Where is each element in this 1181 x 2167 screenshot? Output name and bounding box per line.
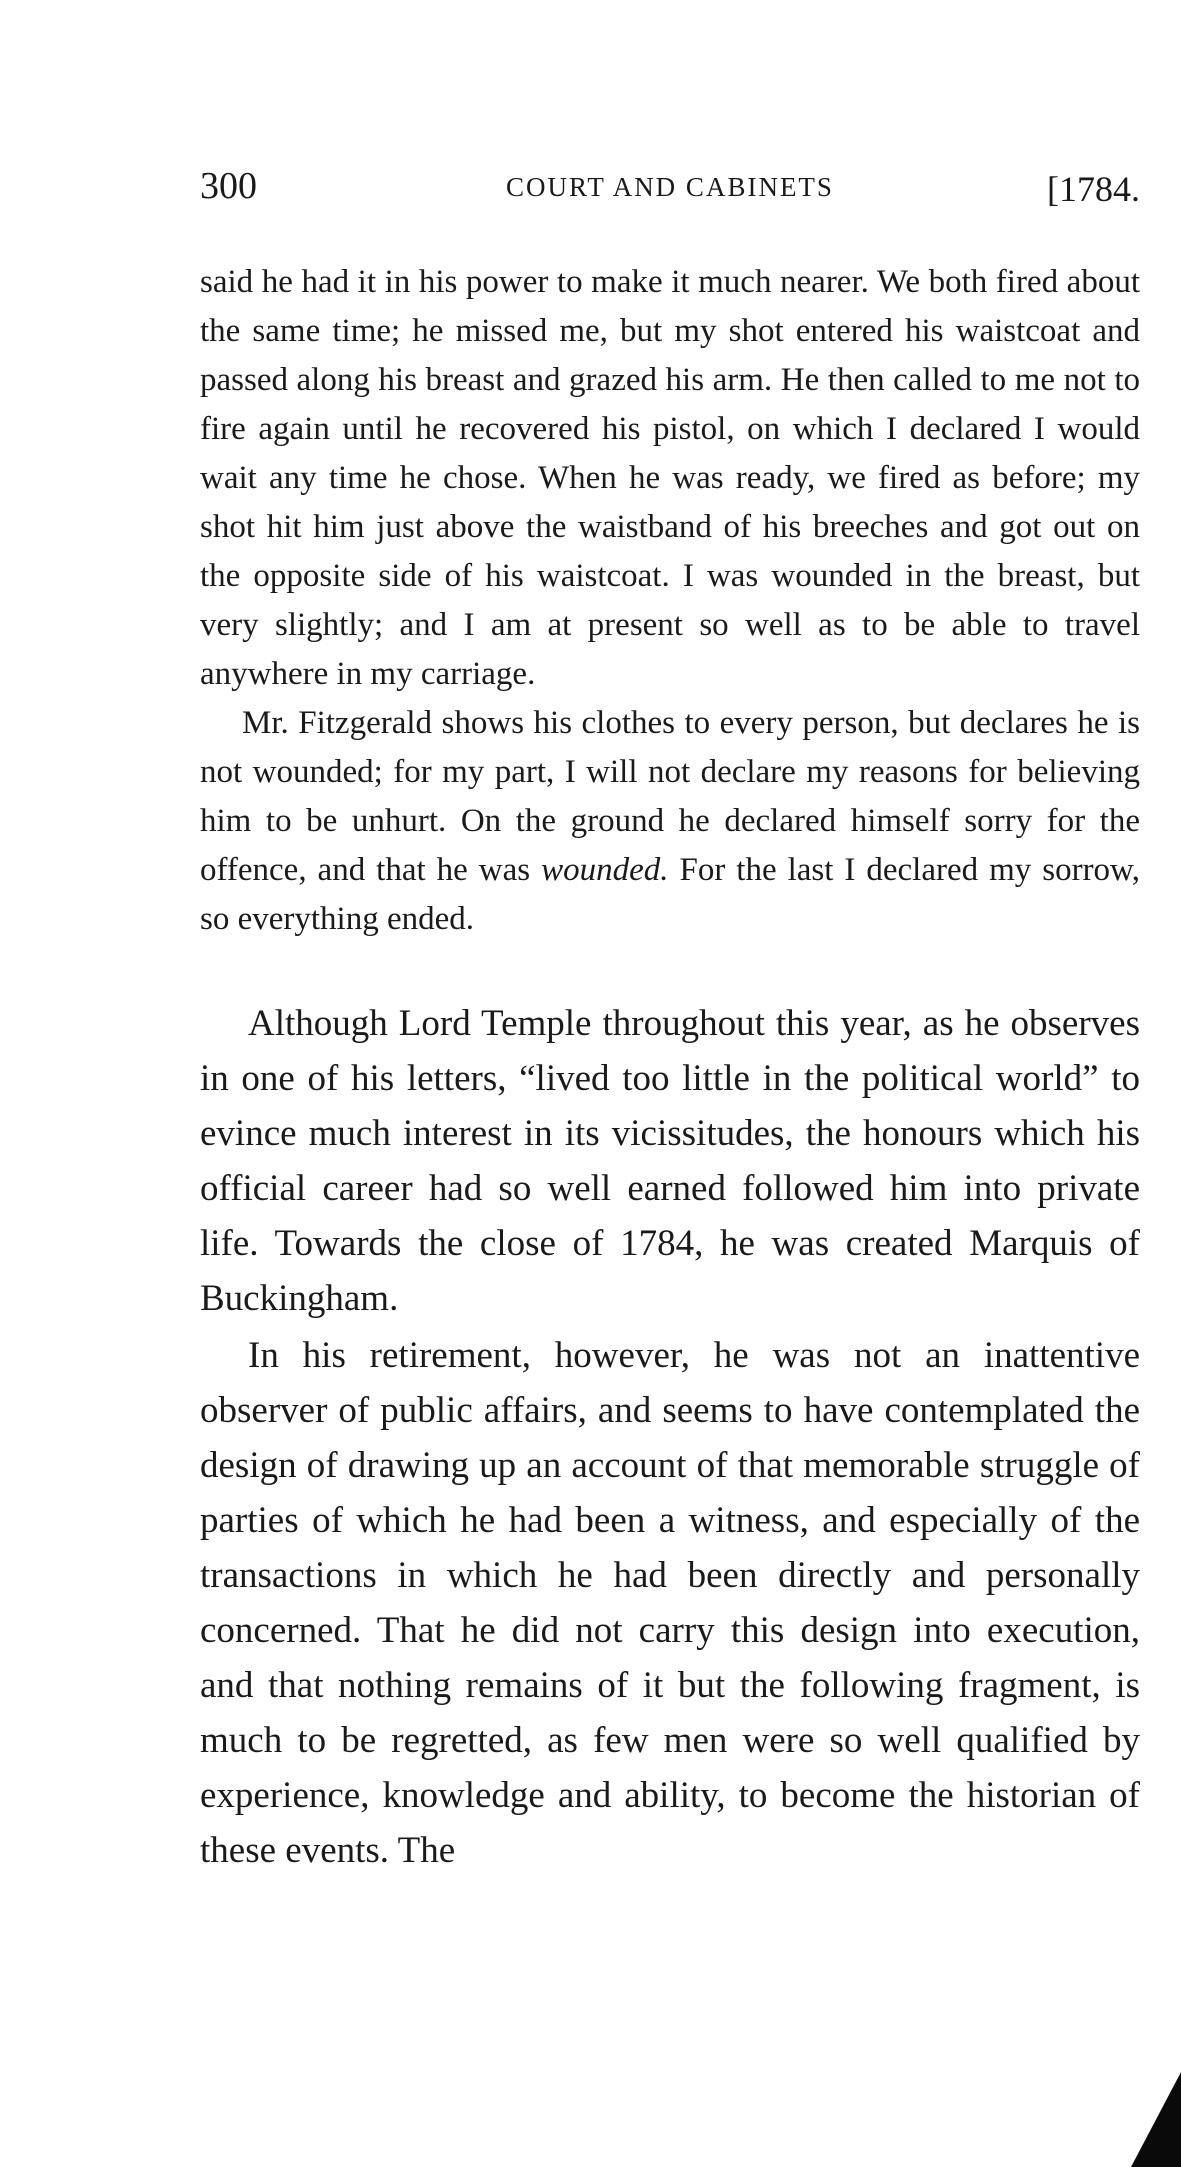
page-corner-shadow	[1131, 2072, 1181, 2167]
quoted-letter	[200, 258, 1140, 944]
narrative-text	[200, 996, 1140, 1878]
page-number: 300	[200, 165, 257, 207]
running-title: COURT AND CABINETS	[506, 172, 834, 202]
narrative-paragraph-2: In his retirement, however, he was not an inattentive observer of public affairs, and seems to have contemplated the design of drawing up an account of that memorable struggle of parties of which he had been a witness, and especially of the transactions in which he had been directly and personally concerned. That he did not carry this design into execution, and that nothing remains of it but the following fragment, is much to be regretted, as few men were so well qualified by experience, knowledge and ability, to become the historian of these events. The	[200, 1335, 1140, 1871]
letter-paragraph-2-text: Mr. Fitzgerald shows his clothes to every person, but declares he is not wounded; for my part, I will not declare my reasons for believing him to be unhurt. On the ground he declared himself sorry for the offence, and that he was	[200, 705, 1140, 888]
letter-paragraph-2-end: For the last I declared my sorrow, so everything ended.	[200, 852, 1141, 937]
narrative-paragraph-1: Although Lord Temple throughout this year, as he observes in one of his letters, “lived too little in the political world” to evince much interest in its vicissitudes, the honours which his official career had so well earned followed him into private life. Towards the close of 1784, he was created Marquis of Buckingham.	[200, 1003, 1140, 1319]
letter-paragraph-1: said he had it in his power to make it much nearer. We both fired about the same time; he missed me, but my shot entered his waistcoat and passed along his breast and grazed his arm. He then called to me not to fire again until he recovered his pistol, on which I declared I would wait any time he chose. When he was ready, we fired as before; my shot hit him just above the waistband of his breeches and got out on the opposite side of his waistcoat. I was wounded in the breast, but very slightly; and I am at present so well as to be able to travel anywhere in my carriage.	[200, 264, 1140, 692]
running-head	[200, 160, 1140, 220]
running-year: [1784.	[1047, 169, 1140, 209]
letter-paragraph-2	[200, 699, 1140, 944]
letter-emphasis: wounded.	[541, 852, 669, 888]
book-page	[200, 160, 1140, 1878]
